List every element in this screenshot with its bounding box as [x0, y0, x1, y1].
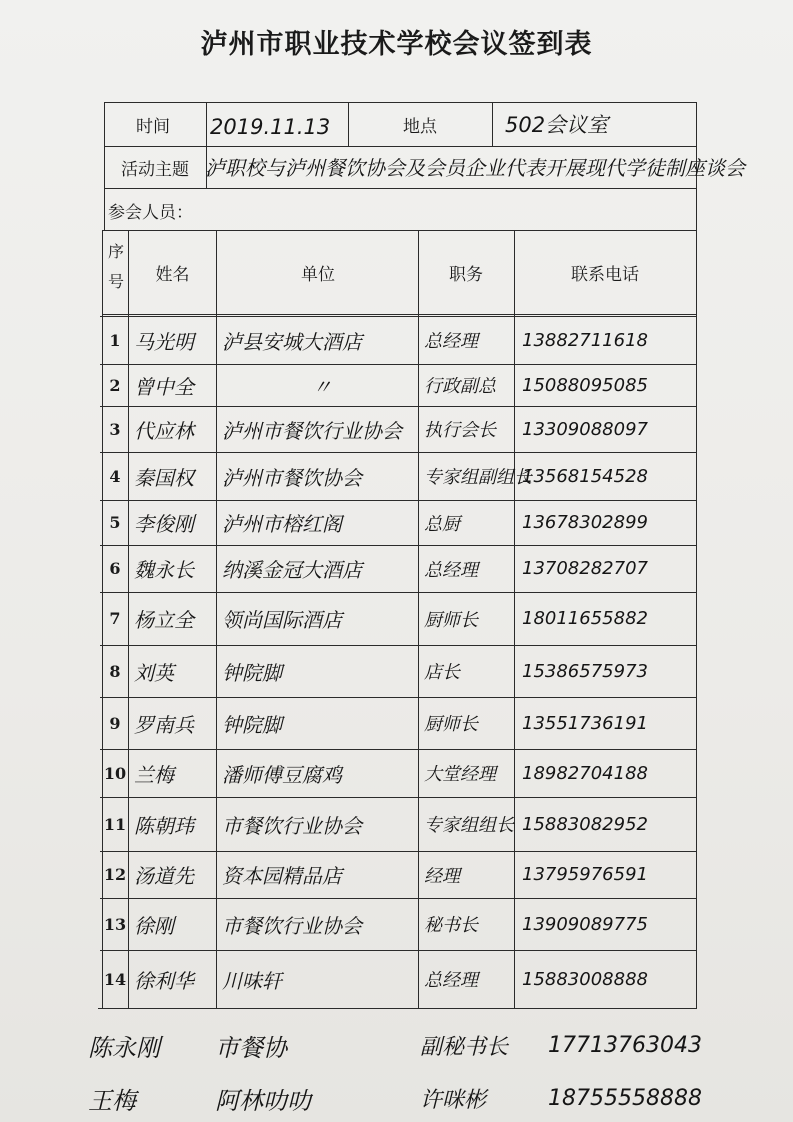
- attendee-phone: 18982704188: [522, 762, 648, 784]
- attendee-unit: 泸州市餐饮协会: [222, 465, 362, 490]
- attendee-title: 行政副总: [424, 376, 496, 397]
- grid-hline: [98, 1008, 697, 1009]
- attendee-title: 总经理: [424, 970, 478, 991]
- place-label: 地点: [403, 116, 437, 137]
- attendee-phone: 15386575973: [522, 660, 648, 682]
- attendee-name: 徐利华: [134, 968, 194, 993]
- attendee-name: 代应林: [134, 418, 194, 443]
- attendee-phone: 13909089775: [522, 913, 648, 935]
- attendee-title: 总经理: [424, 331, 478, 352]
- row-number: 8: [109, 661, 121, 681]
- attendee-name: 李俊刚: [134, 512, 194, 536]
- col-header-phone: 联系电话: [571, 264, 639, 285]
- attendee-unit: 纳溪金冠大酒店: [222, 558, 362, 582]
- theme-label: 活动主题: [121, 159, 189, 180]
- attendee-unit: 泸州市餐饮行业协会: [222, 418, 402, 443]
- row-number: 4: [109, 466, 121, 486]
- attendee-unit: 川味轩: [222, 968, 282, 993]
- attendee-name: 兰梅: [134, 762, 174, 787]
- attendee-phone: 13708282707: [522, 558, 648, 579]
- row-number: 2: [109, 375, 121, 395]
- attendee-phone: 13309088097: [522, 418, 648, 440]
- attendee-unit: 钟院脚: [222, 660, 282, 685]
- attendee-name: 罗南兵: [134, 712, 194, 737]
- row-number: 7: [109, 609, 121, 628]
- extra-signature-unit: 阿林叻叻: [215, 1086, 311, 1115]
- attendee-unit: 〃: [312, 374, 332, 399]
- attendee-phone: 15883082952: [522, 813, 648, 835]
- place-value: 502会议室: [505, 113, 609, 137]
- attendee-title: 总厨: [424, 513, 460, 535]
- grid-hline: [102, 314, 697, 315]
- attendee-name: 刘英: [134, 660, 174, 685]
- extra-signature-unit: 市餐协: [215, 1033, 287, 1062]
- grid-vline: [348, 102, 349, 146]
- attendee-name: 秦国权: [134, 465, 194, 490]
- attendee-phone: 13678302899: [522, 512, 648, 533]
- row-number: 9: [109, 713, 121, 733]
- row-number: 1: [109, 330, 121, 350]
- grid-hline: [102, 230, 697, 231]
- col-header-name: 姓名: [155, 264, 190, 285]
- grid-hline: [104, 188, 697, 189]
- row-number: 12: [103, 865, 127, 884]
- attendee-title: 执行会长: [424, 420, 496, 441]
- grid-hline: [104, 102, 697, 103]
- attendees-label: 参会人员：: [108, 202, 193, 223]
- row-number: 6: [109, 559, 121, 578]
- col-header-unit: 单位: [301, 264, 335, 285]
- attendee-phone: 13568154528: [522, 465, 648, 487]
- page-title: 泸州市职业技术学校会议签到表: [200, 29, 593, 60]
- attendee-phone: 18011655882: [522, 608, 648, 629]
- attendee-name: 徐刚: [134, 913, 174, 938]
- col-header-title: 职务: [449, 264, 483, 285]
- row-number: 10: [103, 763, 127, 783]
- attendee-name: 曾中全: [134, 374, 194, 399]
- theme-value: 泸职校与泸州餐饮协会及会员企业代表开展现代学徒制座谈会: [205, 155, 745, 180]
- col-header-no-text: 序号: [105, 243, 125, 303]
- extra-signature-title: 副秘书长: [420, 1034, 509, 1060]
- attendee-title: 秘书长: [424, 915, 478, 936]
- attendee-unit: 潘师傅豆腐鸡: [222, 762, 342, 787]
- attendee-title: 总经理: [424, 559, 478, 581]
- row-number: 3: [109, 419, 121, 439]
- attendee-unit: 资本园精品店: [222, 864, 342, 888]
- extra-signature-title: 许咪彬: [420, 1087, 487, 1113]
- extra-signature-phone: 17713763043: [548, 1032, 702, 1058]
- extra-signature-phone: 18755558888: [548, 1085, 702, 1111]
- attendee-title: 店长: [424, 662, 460, 683]
- attendee-unit: 钟院脚: [222, 712, 282, 737]
- attendee-phone: 13882711618: [522, 329, 648, 351]
- attendee-title: 经理: [424, 865, 460, 887]
- attendee-name: 马光明: [134, 329, 194, 354]
- attendee-phone: 13795976591: [522, 864, 648, 885]
- row-number: 5: [109, 513, 121, 532]
- grid-vline: [492, 102, 493, 146]
- attendee-title: 专家组副组长: [424, 467, 532, 488]
- attendee-phone: 15088095085: [522, 374, 648, 396]
- attendee-unit: 泸州市榕红阁: [222, 512, 342, 536]
- col-header-no: [102, 232, 128, 314]
- attendee-name: 魏永长: [134, 558, 194, 582]
- attendee-title: 大堂经理: [424, 764, 496, 785]
- grid-vline: [128, 230, 129, 1008]
- attendee-name: 汤道先: [134, 864, 194, 888]
- attendee-unit: 市餐饮行业协会: [222, 813, 362, 838]
- row-number: 14: [103, 969, 127, 989]
- attendee-unit: 领尚国际酒店: [222, 608, 342, 632]
- attendee-phone: 15883008888: [522, 968, 648, 990]
- attendee-title: 专家组组长: [424, 815, 514, 836]
- time-label: 时间: [136, 116, 170, 137]
- attendee-unit: 市餐饮行业协会: [222, 913, 362, 938]
- attendee-name: 杨立全: [134, 608, 194, 632]
- time-value: 2019.11.13: [210, 115, 331, 139]
- attendee-phone: 13551736191: [522, 712, 648, 734]
- attendee-name: 陈朝玮: [134, 813, 194, 838]
- extra-signature-name: 王梅: [88, 1086, 136, 1115]
- attendee-title: 厨师长: [424, 609, 478, 631]
- row-number: 13: [103, 914, 127, 934]
- attendee-unit: 泸县安城大酒店: [222, 329, 362, 354]
- row-number: 11: [103, 814, 127, 834]
- extra-signature-name: 陈永刚: [88, 1033, 160, 1062]
- attendee-title: 厨师长: [424, 714, 478, 735]
